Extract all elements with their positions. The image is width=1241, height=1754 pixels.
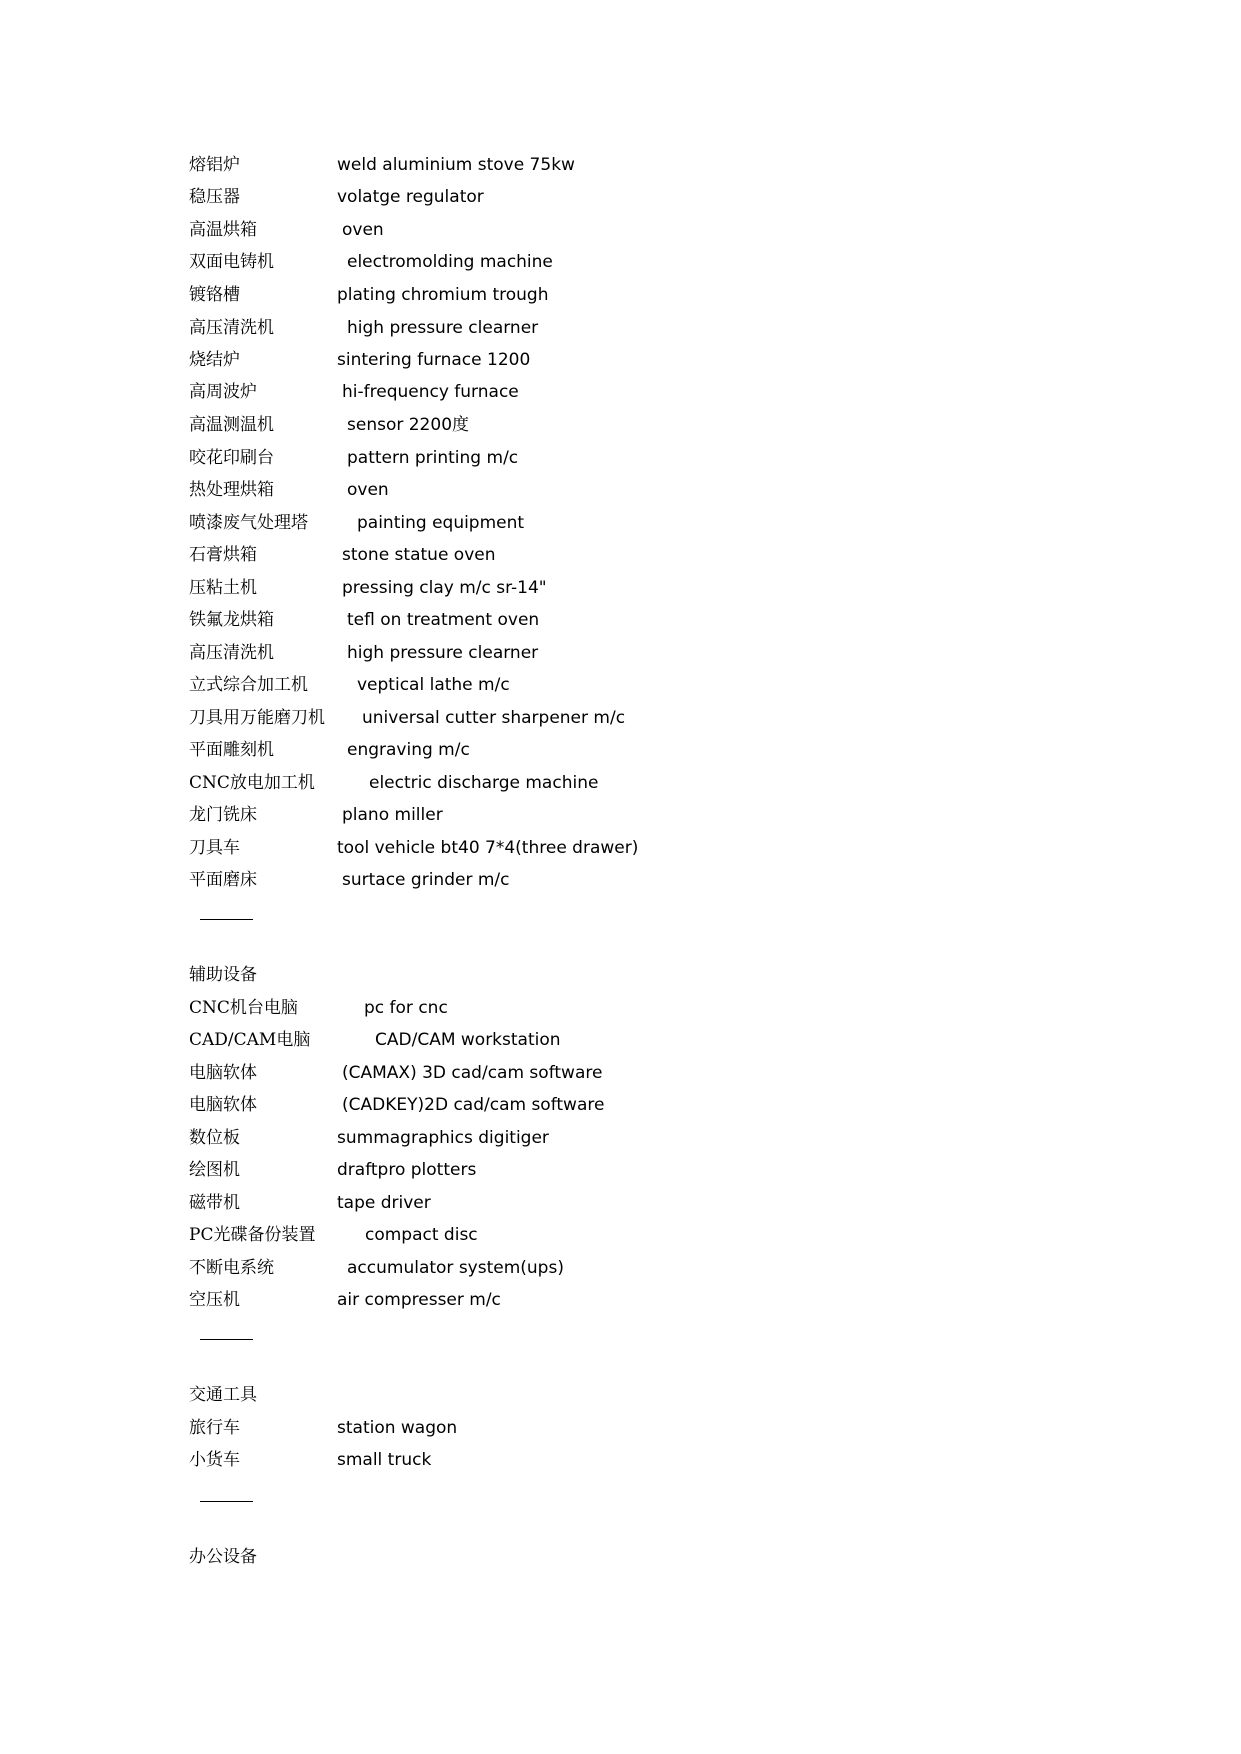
item-chinese: 石膏烘箱 bbox=[189, 545, 257, 565]
item-chinese: CNC机台电脑 bbox=[189, 998, 298, 1018]
item-english: engraving m/c bbox=[347, 740, 470, 760]
item-english: volatge regulator bbox=[337, 187, 484, 207]
item-english: universal cutter sharpener m/c bbox=[362, 708, 626, 728]
item-english: pressing clay m/c sr-14" bbox=[342, 578, 547, 598]
section-divider bbox=[200, 1339, 253, 1340]
item-chinese: 高周波炉 bbox=[189, 382, 257, 402]
item-chinese: 电脑软体 bbox=[189, 1063, 257, 1083]
item-english: hi-frequency furnace bbox=[342, 382, 519, 402]
item-english: plating chromium trough bbox=[337, 285, 549, 305]
item-chinese: 高温测温机 bbox=[189, 415, 274, 435]
item-chinese: CNC放电加工机 bbox=[189, 773, 315, 793]
item-chinese: 龙门铣床 bbox=[189, 805, 257, 825]
item-english: (CADKEY)2D cad/cam software bbox=[342, 1095, 605, 1115]
section-heading-transport: 交通工具 bbox=[189, 1385, 257, 1405]
item-chinese: 高压清洗机 bbox=[189, 318, 274, 338]
item-english: compact disc bbox=[365, 1225, 478, 1245]
item-english: accumulator system(ups) bbox=[347, 1258, 564, 1278]
item-english: (CAMAX) 3D cad/cam software bbox=[342, 1063, 603, 1083]
item-english: painting equipment bbox=[357, 513, 525, 533]
item-english: tefl on treatment oven bbox=[347, 610, 540, 630]
item-english: electric discharge machine bbox=[369, 773, 599, 793]
item-english: small truck bbox=[337, 1450, 432, 1470]
item-chinese: 热处理烘箱 bbox=[189, 480, 274, 500]
item-chinese: 立式综合加工机 bbox=[189, 675, 308, 695]
item-chinese: 高温烘箱 bbox=[189, 220, 257, 240]
item-chinese: 双面电铸机 bbox=[189, 252, 274, 272]
item-english: high pressure clearner bbox=[347, 643, 539, 663]
item-english: surtace grinder m/c bbox=[342, 870, 510, 890]
item-chinese: 铁氟龙烘箱 bbox=[189, 610, 274, 630]
item-chinese: 刀具用万能磨刀机 bbox=[189, 708, 325, 728]
item-english: summagraphics digitiger bbox=[337, 1128, 549, 1148]
item-chinese: 压粘土机 bbox=[189, 578, 257, 598]
item-chinese: 小货车 bbox=[189, 1450, 240, 1470]
item-chinese: 熔铝炉 bbox=[189, 155, 240, 175]
item-english: oven bbox=[342, 220, 384, 240]
item-english: sintering furnace 1200 bbox=[337, 350, 531, 370]
item-english: plano miller bbox=[342, 805, 443, 825]
item-chinese: 烧结炉 bbox=[189, 350, 240, 370]
item-chinese: 电脑软体 bbox=[189, 1095, 257, 1115]
item-chinese: 高压清洗机 bbox=[189, 643, 274, 663]
item-chinese: 平面雕刻机 bbox=[189, 740, 274, 760]
item-chinese: 稳压器 bbox=[189, 187, 240, 207]
item-english: tape driver bbox=[337, 1193, 431, 1213]
item-english: weld aluminium stove 75kw bbox=[337, 155, 575, 175]
item-chinese: 旅行车 bbox=[189, 1418, 240, 1438]
item-english: pattern printing m/c bbox=[347, 448, 519, 468]
item-chinese: 绘图机 bbox=[189, 1160, 240, 1180]
item-english: electromolding machine bbox=[347, 252, 553, 272]
item-chinese: CAD/CAM电脑 bbox=[189, 1030, 311, 1050]
item-english: station wagon bbox=[337, 1418, 458, 1438]
item-chinese: 不断电系统 bbox=[189, 1258, 274, 1278]
item-english: pc for cnc bbox=[364, 998, 448, 1018]
item-chinese: 刀具车 bbox=[189, 838, 240, 858]
section-divider bbox=[200, 919, 253, 920]
section-divider bbox=[200, 1501, 253, 1502]
item-chinese: 平面磨床 bbox=[189, 870, 257, 890]
item-english: sensor 2200度 bbox=[347, 415, 470, 435]
item-english: stone statue oven bbox=[342, 545, 496, 565]
item-chinese: 喷漆废气处理塔 bbox=[189, 513, 308, 533]
item-chinese: PC光碟备份装置 bbox=[189, 1225, 316, 1245]
item-english: CAD/CAM workstation bbox=[375, 1030, 561, 1050]
item-english: high pressure clearner bbox=[347, 318, 539, 338]
item-english: air compresser m/c bbox=[337, 1290, 501, 1310]
item-chinese: 咬花印刷台 bbox=[189, 448, 274, 468]
item-english: tool vehicle bt40 7*4(three drawer) bbox=[337, 838, 639, 858]
item-english: oven bbox=[347, 480, 389, 500]
item-english: draftpro plotters bbox=[337, 1160, 477, 1180]
item-chinese: 数位板 bbox=[189, 1128, 240, 1148]
item-chinese: 镀铬槽 bbox=[189, 285, 240, 305]
item-english: veptical lathe m/c bbox=[357, 675, 510, 695]
item-chinese: 空压机 bbox=[189, 1290, 240, 1310]
item-chinese: 磁带机 bbox=[189, 1193, 240, 1213]
section-heading-office: 办公设备 bbox=[189, 1547, 257, 1567]
section-heading-auxiliary: 辅助设备 bbox=[189, 965, 257, 985]
